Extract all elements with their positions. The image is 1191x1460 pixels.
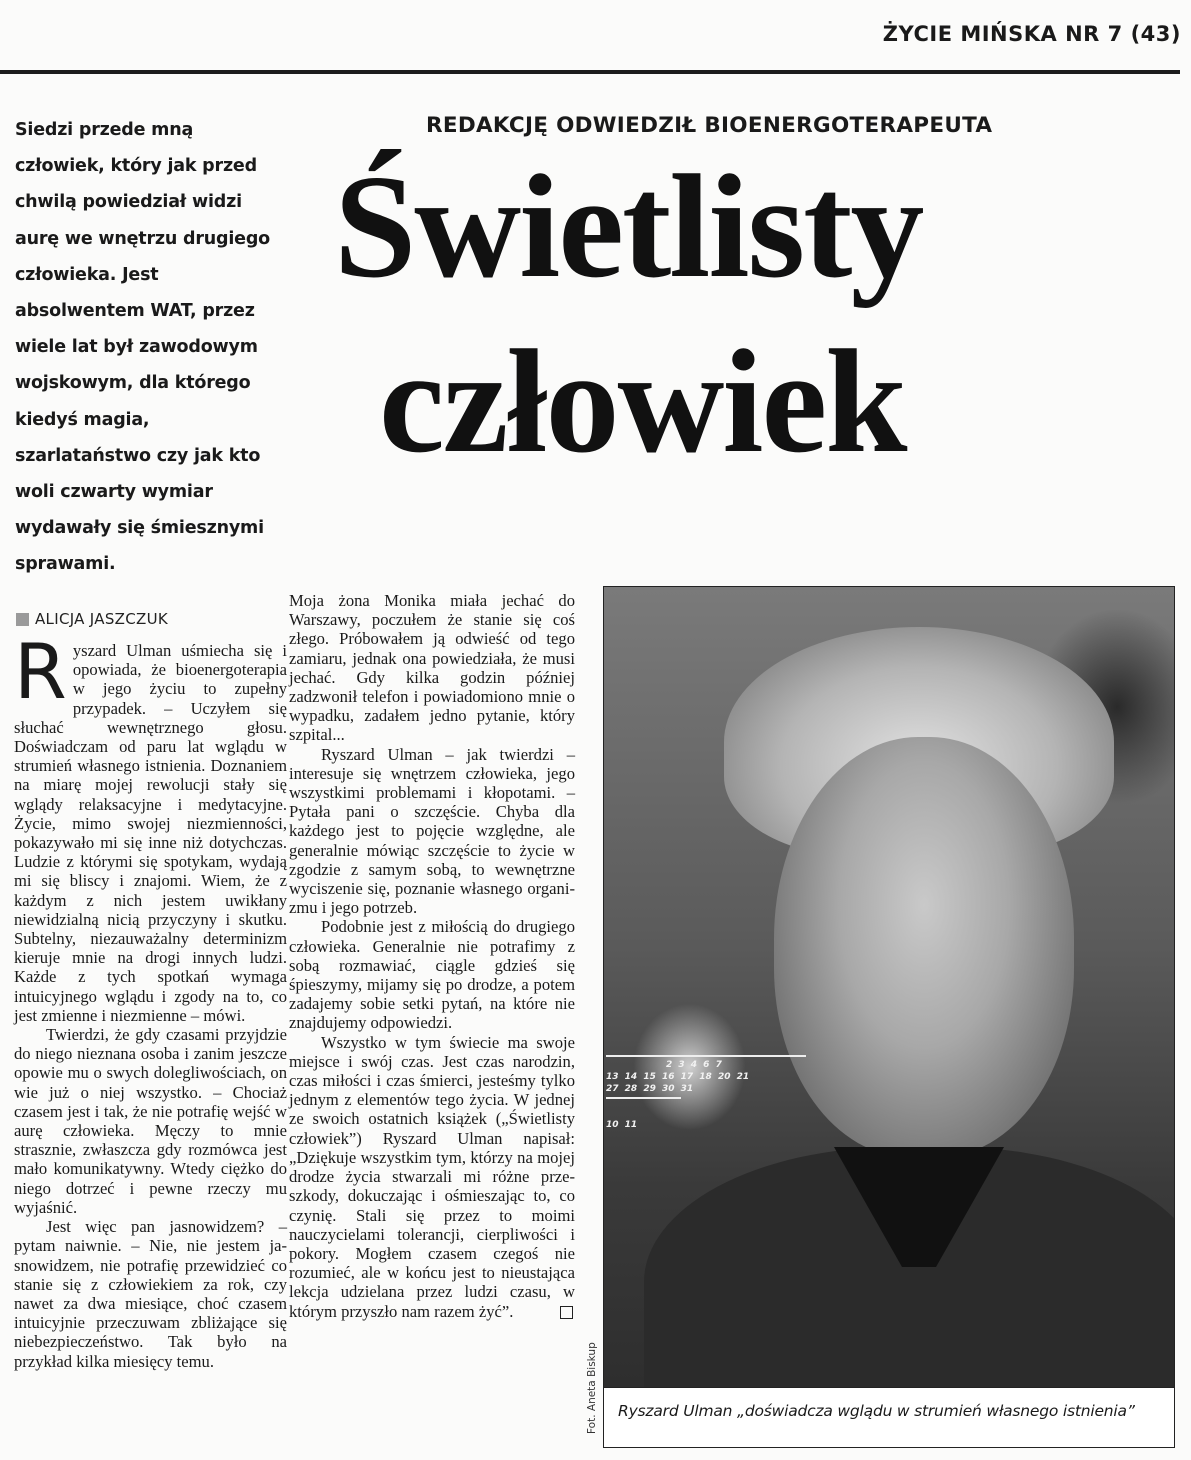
article-paragraph: Podobnie jest z miłością do drugiego człowieka. Generalnie nie potrafimy z sobą rozmawiać, ciągle gdzieś się śpieszymy, mijamy się po drodze, a potem zadajemy sobie setki pytań, na które nie znajdujemy odpowiedzi. bbox=[289, 917, 575, 1033]
photo-credit: Fot. Aneta Biskup bbox=[586, 1342, 598, 1434]
article-paragraph bbox=[14, 627, 287, 1025]
lead-line: chwilą powiedział widzi bbox=[15, 192, 242, 213]
article-paragraph: Twierdzi, że gdy czasami przyjdzie do niego nieznana osoba i zanim jeszcze opowie mu o swych dolegliwościach, on wie już o niej wszystko. – Chociaż czasem jest i tak, że nie potrafię wejść w aurę człowieka. Męczy to mnie strasznie, zwłaszcza gdy rozmówca jest mało komunikatywny. Wtedy ciężko do niego dotrzeć i pewne rzeczy mu wyjaśnić. bbox=[14, 1025, 287, 1217]
article-paragraph: Jest więc pan jasnowidzem? – pytam naiwnie. – Nie, nie jestem jasnowidzem, nie potrafię przewidzieć co stanie się z człowiekiem za rok, czy nawet za dwa miesiące, choć czasem intuicyjnie przeczuwam zbliżające się niebezpieczeństwo. Tak było na przykład kilka miesięcy temu. bbox=[14, 1217, 287, 1371]
photo-caption: Ryszard Ulman „doświadcza wglądu w strumień własnego istnienia” bbox=[604, 1387, 1174, 1447]
article-paragraph: Moja żona Monika miała jechać do Warszawy, poczułem że stanie się coś złego. Próbowałem ją odwieść od tego zamiaru, jednak ona powiedziała, że musi jechać. Gdy kilka godzin później zadzwonił telefon i powiadomiono mnie o wypadku, zadałem jedno pytanie, który szpital... bbox=[289, 591, 575, 745]
article-paragraph: Ryszard Ulman – jak twierdzi – interesuje się wnętrzem człowieka, jego wszystkimi problemami i kłopotami. – Pytała pani o szczęście. Chyba dla każdego jest to pojęcie względne, ale generalnie mówiąc szczęście to życie w zgodzie z samym sobą, to wewnętrzne wyciszenie się, poznanie własnego organizmu i jego potrzeb. bbox=[289, 744, 575, 918]
lead-line: człowiek, który jak przed bbox=[15, 156, 257, 177]
byline-square-icon bbox=[16, 613, 29, 626]
calendar-row: 27 28 29 30 31 bbox=[606, 1084, 694, 1094]
lead-line: woli czwarty wymiar bbox=[15, 482, 213, 503]
title-line-1: Świetlisty bbox=[334, 145, 923, 309]
lead-line: wydawały się śmiesznymi bbox=[15, 518, 264, 539]
calendar-rule bbox=[606, 1097, 681, 1099]
paragraph-text: yszard Ulman uśmiecha się i opowiada, że bioenergoterapia w jego życiu to zupełny przypadek. – Uczyłem się słuchać wewnętrznego głosu. Doświadczam od paru lat wglądu w strumień własnego istnienia. Doznaniem na miarę mojej rewolucji stały się wglądy relaksacyjne i medytacyjne. Życie, mimo swojej niezmienności, pokazywało mi się inne niż dotychczas. Ludzie z którymi się spotykam, wydają mi się bliscy i znajomi. Wiem, że z każdym z nich jestem uwikłany niewidzialną nicią przyczyny i skutku. Subtelny, niezauważalny determinizm kieruje mnie na drogi innych ludzi. Każde z tych spotkań wymaga intuicyjnego wglądu i zgody na to, co jest zmienne i niezmienne – mówi. bbox=[14, 641, 287, 1025]
lead-line: wojskowym, dla którego bbox=[15, 373, 251, 394]
calendar-rule bbox=[606, 1055, 806, 1057]
article-column-2 bbox=[289, 591, 575, 1321]
lead-line: wiele lat był zawodowym bbox=[15, 337, 258, 358]
lead-line: aurę we wnętrzu drugiego bbox=[15, 228, 270, 249]
newspaper-masthead: ŻYCIE MIŃSKA NR 7 (43) bbox=[882, 22, 1181, 46]
calendar-row: 10 11 bbox=[606, 1120, 638, 1130]
title-line-2: człowiek bbox=[379, 320, 906, 484]
byline bbox=[16, 610, 168, 628]
drop-cap: R bbox=[14, 627, 67, 716]
header-rule bbox=[0, 70, 1180, 74]
article-kicker: REDAKCJĘ ODWIEDZIŁ BIOENERGOTERAPEUTA bbox=[426, 113, 993, 138]
end-of-article-icon bbox=[560, 1306, 573, 1319]
lead-line: sprawami. bbox=[15, 554, 116, 575]
lead-paragraph bbox=[15, 112, 285, 583]
article-paragraph bbox=[289, 1033, 575, 1321]
article-column-1 bbox=[14, 627, 287, 1371]
portrait-photo bbox=[604, 587, 1174, 1387]
article-title bbox=[334, 140, 1184, 490]
photo-frame bbox=[603, 586, 1175, 1448]
lead-line: absolwentem WAT, przez bbox=[15, 301, 255, 322]
lead-line: szarlataństwo czy jak kto bbox=[15, 445, 261, 466]
photo-face bbox=[774, 737, 1074, 1157]
lead-line: człowieka. Jest bbox=[15, 264, 159, 285]
lead-line: kiedyś magia, bbox=[15, 409, 150, 430]
calendar-row: 2 3 4 6 7 bbox=[666, 1060, 722, 1070]
calendar-row: 13 14 15 16 17 18 20 21 bbox=[606, 1072, 750, 1082]
paragraph-text: Wszystko w tym świecie ma swoje miejsce i swój czas. Jest czas narodzin, czas miłości i czas śmierci, jesteśmy tylko jednym z elementów tego życia. W jednej ze swoich ostatnich książek („Świetlisty człowiek”) Ryszard Ulman napisał: „Dziękuje wszystkim tym, którzy na mojej drodze życia stwarzali mi różne przeszkody, dokuczając i ośmieszając to, co czynię. Stali się przez to moimi nauczycielami tolerancji, cierpliwości i pokory. Mogłem czasem czegoś nie rozumieć, ale w końcu jest to nieustająca lekcja udzielana przez ludzi czasu, w którym przyszło nam razem żyć”. bbox=[289, 1032, 575, 1321]
author-name: ALICJA JASZCZUK bbox=[35, 610, 168, 628]
lead-line: Siedzi przede mną bbox=[15, 120, 194, 140]
photo-background-calendar bbox=[606, 1053, 806, 1131]
